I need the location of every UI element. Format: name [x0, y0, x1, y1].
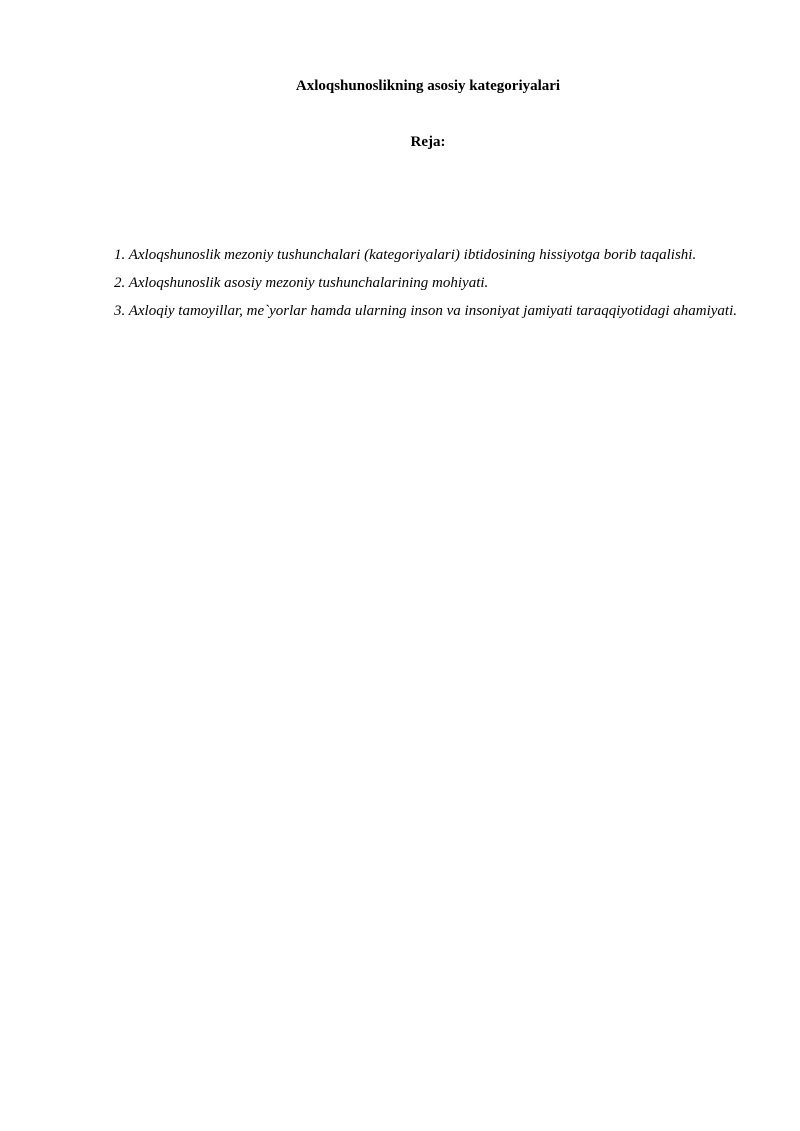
plan-list [114, 241, 754, 325]
plan-item: 2. Axloqshunoslik asosiy mezoniy tushunchalarining mohiyati. [114, 275, 489, 291]
plan-item: 1. Axloqshunoslik mezoniy tushunchalari (kategoriyalari) ibtidosining hissiyotga borib taqalishi. [114, 247, 697, 263]
document-title: Axloqshunoslikning asosiy kategoriyalari [295, 78, 561, 94]
plan-item: 3. Axloqiy tamoyillar, me`yorlar hamda ularning inson va insoniyat jamiyati taraqqiyotidagi ahamiyati. [114, 303, 738, 319]
plan-heading: Reja: [410, 134, 446, 150]
